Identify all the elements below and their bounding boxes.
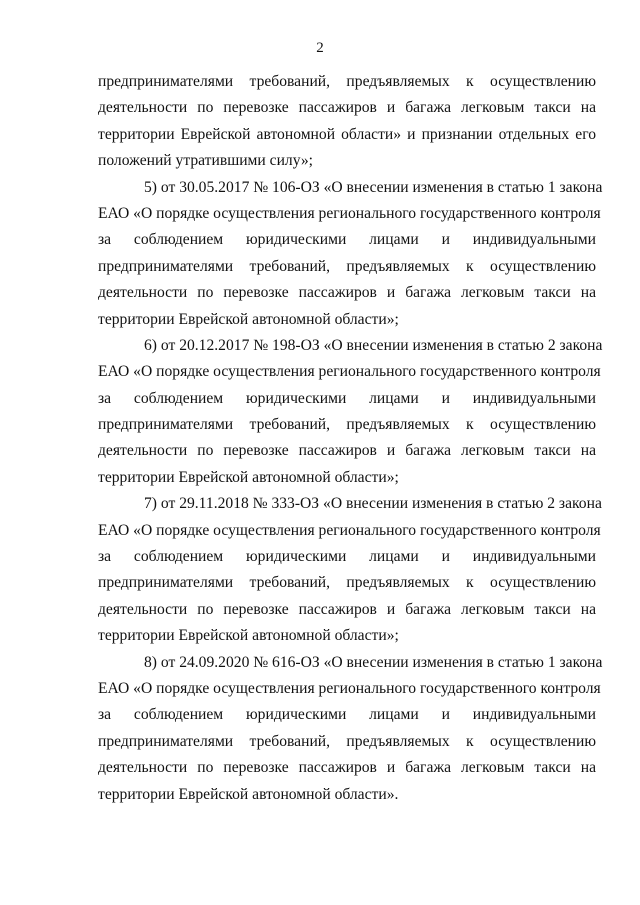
text-line: территории Еврейской автономной области».	[98, 785, 399, 803]
text-line: за соблюдением юридическими лицами и индивидуальными	[98, 706, 596, 724]
text-line: территории Еврейской автономной области»;	[98, 627, 399, 645]
text-line: деятельности по перевозке пассажиров и багажа легковым такси на	[98, 99, 596, 117]
text-line: предпринимателями требований, предъявляемых к осуществлению	[98, 73, 596, 90]
text-line: за соблюдением юридическими лицами и индивидуальными	[98, 389, 596, 407]
page-number: 2	[316, 40, 324, 56]
text-line: 8) от 24.09.2020 № 616-ОЗ «О внесении изменения в статью 1 закона	[144, 653, 603, 671]
text-line: деятельности по перевозке пассажиров и багажа легковым такси на	[98, 600, 596, 618]
text-line: положений утратившими силу»;	[98, 152, 314, 170]
paragraph-item-8	[98, 650, 603, 808]
text-line: ЕАО «О порядке осуществления регионального государственного контроля	[98, 204, 601, 222]
text-line: территории Еврейской автономной области»;	[98, 468, 399, 486]
text-line: предпринимателями требований, предъявляемых к осуществлению	[98, 732, 596, 750]
text-line: 7) от 29.11.2018 № 333-ОЗ «О внесении изменения в статью 2 закона	[144, 495, 602, 513]
text-line: деятельности по перевозке пассажиров и багажа легковым такси на	[98, 759, 596, 777]
document-body	[98, 69, 603, 808]
paragraph-item-6	[98, 333, 603, 491]
text-line: за соблюдением юридическими лицами и индивидуальными	[98, 231, 596, 249]
text-line: ЕАО «О порядке осуществления регионального государственного контроля	[98, 521, 601, 539]
text-line: ЕАО «О порядке осуществления регионального государственного контроля	[98, 679, 601, 697]
text-line: территории Еврейской автономной области» и признании отдельных его	[98, 125, 596, 143]
text-line: предпринимателями требований, предъявляемых к осуществлению	[98, 416, 596, 434]
text-line: 5) от 30.05.2017 № 106-ОЗ «О внесении изменения в статью 1 закона	[144, 178, 603, 196]
text-line: деятельности по перевозке пассажиров и багажа легковым такси на	[98, 284, 596, 302]
paragraph-continuation	[98, 69, 596, 175]
text-line: предпринимателями требований, предъявляемых к осуществлению	[98, 257, 596, 275]
text-line: деятельности по перевозке пассажиров и багажа легковым такси на	[98, 442, 596, 460]
text-line: предпринимателями требований, предъявляемых к осуществлению	[98, 574, 596, 592]
paragraph-item-5	[98, 175, 603, 333]
paragraph-item-7	[98, 491, 602, 649]
text-line: 6) от 20.12.2017 № 198-ОЗ «О внесении изменения в статью 2 закона	[144, 336, 603, 354]
text-line: за соблюдением юридическими лицами и индивидуальными	[98, 548, 596, 566]
text-line: территории Еврейской автономной области»;	[98, 310, 399, 328]
text-line: ЕАО «О порядке осуществления регионального государственного контроля	[98, 363, 601, 381]
